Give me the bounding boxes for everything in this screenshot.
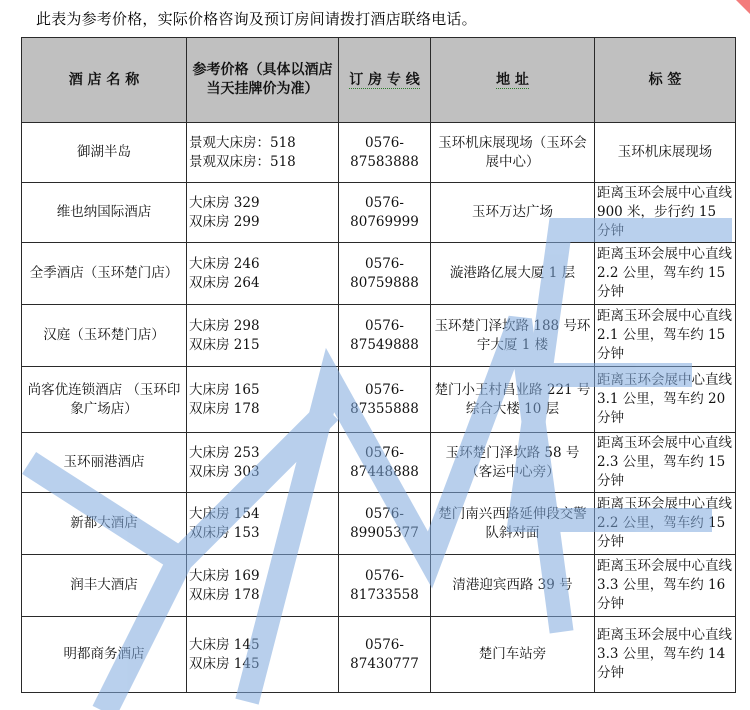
room-price-line: 大床房 298 <box>189 317 260 334</box>
room-price-line: 双床房 215 <box>189 336 260 353</box>
room-price-line: 大床房 145 <box>189 636 260 653</box>
table-row <box>22 183 736 243</box>
header-price: 参考价格（具体以酒店当天挂牌价为准） <box>187 38 339 123</box>
booking-phone: 0576-89905377 <box>339 493 431 555</box>
booking-phone: 0576-87430777 <box>339 617 431 693</box>
room-price-line: 大床房 253 <box>189 444 260 461</box>
room-prices <box>187 493 339 555</box>
hotel-address: 玉环万达广场 <box>431 183 595 243</box>
hotel-address: 漩港路亿展大厦 1 层 <box>431 243 595 305</box>
hotel-table <box>21 37 736 693</box>
table-row <box>22 243 736 305</box>
hotel-tag: 距离玉环会展中心直线 2.2 公里，驾车约 15 分钟 <box>595 243 736 305</box>
hotel-address: 楚门车站旁 <box>431 617 595 693</box>
booking-phone: 0576-80759888 <box>339 243 431 305</box>
hotel-name: 汉庭（玉环楚门店） <box>22 305 187 367</box>
table-row <box>22 305 736 367</box>
table-row <box>22 367 736 433</box>
hotel-tag: 距离玉环会展中心直线 3.1 公里，驾车约 20 分钟 <box>595 367 736 433</box>
room-price-line: 双床房 303 <box>189 463 260 480</box>
table-row <box>22 123 736 183</box>
room-prices <box>187 243 339 305</box>
room-prices <box>187 617 339 693</box>
hotel-name: 维也纳国际酒店 <box>22 183 187 243</box>
room-price-line: 景观双床房：518 <box>189 153 296 170</box>
header-hotel-name: 酒 店 名 称 <box>22 38 187 123</box>
price-note: 此表为参考价格，实际价格咨询及预订房间请拨打酒店联络电话。 <box>36 10 477 28</box>
hotel-name: 玉环丽港酒店 <box>22 433 187 493</box>
booking-phone: 0576-87549888 <box>339 305 431 367</box>
room-prices <box>187 433 339 493</box>
hotel-tag: 距离玉环会展中心直线 3.3 公里，驾车约 14 分钟 <box>595 617 736 693</box>
room-price-line: 双床房 153 <box>189 524 260 541</box>
table-row <box>22 617 736 693</box>
header-address: 地 址 <box>431 38 595 123</box>
room-prices <box>187 123 339 183</box>
hotel-address: 玉环机床展现场（玉环会展中心） <box>431 123 595 183</box>
room-price-line: 双床房 178 <box>189 586 260 603</box>
room-price-line: 景观大床房：518 <box>189 134 296 151</box>
room-price-line: 大床房 169 <box>189 567 260 584</box>
hotel-name: 御湖半岛 <box>22 123 187 183</box>
room-price-line: 双床房 178 <box>189 400 260 417</box>
room-price-line: 大床房 246 <box>189 255 260 272</box>
room-prices <box>187 555 339 617</box>
hotel-tag: 玉环机床展现场 <box>595 123 736 183</box>
table-row <box>22 493 736 555</box>
booking-phone: 0576-87355888 <box>339 367 431 433</box>
room-prices <box>187 305 339 367</box>
hotel-address: 楚门南兴西路延伸段交警队斜对面 <box>431 493 595 555</box>
hotel-name: 润丰大酒店 <box>22 555 187 617</box>
hotel-name: 尚客优连锁酒店 （玉环印象广场店） <box>22 367 187 433</box>
hotel-address: 玉环楚门泽坎路 188 号环宇大厦 1 楼 <box>431 305 595 367</box>
room-price-line: 大床房 154 <box>189 505 260 522</box>
room-price-line: 大床房 165 <box>189 381 260 398</box>
hotel-tag: 距离玉环会展中心直线 2.3 公里，驾车约 15 分钟 <box>595 433 736 493</box>
hotel-address: 清港迎宾西路 39 号 <box>431 555 595 617</box>
booking-phone: 0576-87583888 <box>339 123 431 183</box>
hotel-tag: 距离玉环会展中心直线 2.2 公里，驾车约 15 分钟 <box>595 493 736 555</box>
booking-phone: 0576-87448888 <box>339 433 431 493</box>
hotel-tag: 距离玉环会展中心直线 900 米，步行约 15 分钟 <box>595 183 736 243</box>
room-price-line: 大床房 329 <box>189 194 260 211</box>
hotel-address: 楚门小王村昌业路 221 号综合大楼 10 层 <box>431 367 595 433</box>
hotel-tag: 距离玉环会展中心直线 3.3 公里，驾车约 16 分钟 <box>595 555 736 617</box>
room-prices <box>187 183 339 243</box>
table-row <box>22 433 736 493</box>
hotel-tag: 距离玉环会展中心直线 2.1 公里，驾车约 15 分钟 <box>595 305 736 367</box>
room-price-line: 双床房 145 <box>189 655 260 672</box>
hotel-name: 新都大酒店 <box>22 493 187 555</box>
room-price-line: 双床房 264 <box>189 274 260 291</box>
hotel-name: 明都商务酒店 <box>22 617 187 693</box>
header-tag: 标 签 <box>595 38 736 123</box>
room-prices <box>187 367 339 433</box>
table-header-row <box>22 38 736 123</box>
hotel-name: 全季酒店（玉环楚门店） <box>22 243 187 305</box>
table-row <box>22 555 736 617</box>
booking-phone: 0576-80769999 <box>339 183 431 243</box>
booking-phone: 0576-81733558 <box>339 555 431 617</box>
hotel-address: 玉环楚门泽坎路 58 号（客运中心旁） <box>431 433 595 493</box>
room-price-line: 双床房 299 <box>189 213 260 230</box>
page-corner-mark <box>736 0 750 14</box>
header-phone: 订 房 专 线 <box>339 38 431 123</box>
